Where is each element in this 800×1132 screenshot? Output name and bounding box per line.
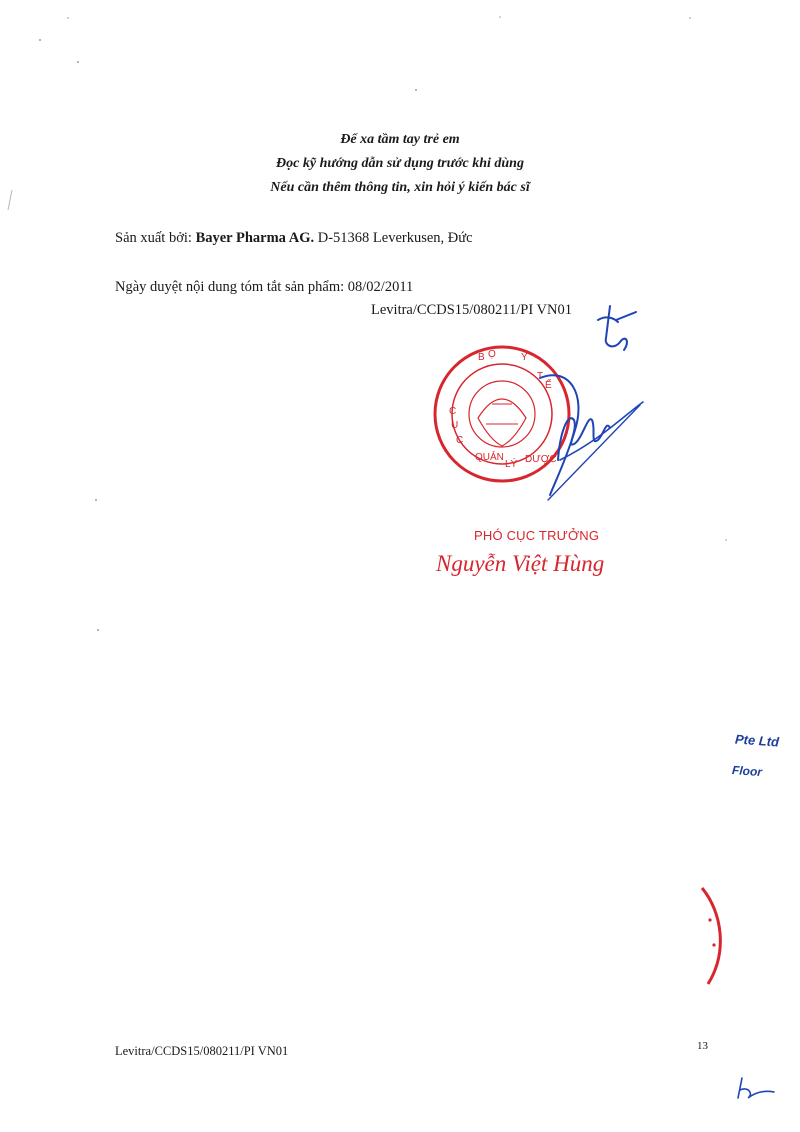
svg-text:Ụ: Ụ — [451, 420, 459, 431]
svg-text:C: C — [456, 435, 464, 446]
reference-code: Levitra/CCDS15/080211/PI VN01 — [371, 302, 572, 318]
warning-ask-doctor: Nếu cần thêm thông tin, xin hỏi ý kiến bác sĩ — [270, 180, 530, 195]
svg-text:Y: Y — [521, 352, 528, 363]
approval-date: 08/02/2011 — [347, 279, 414, 295]
partial-stamp-line1: Pte Ltd — [734, 731, 780, 750]
initials-signature — [598, 306, 636, 350]
manufacturer-label: Sản xuất bởi: — [115, 230, 196, 246]
warning-keep-away: Để xa tầm tay trẻ em — [340, 132, 460, 147]
svg-text:QUẢN: QUẢN — [475, 452, 504, 463]
svg-text:C: C — [449, 406, 457, 417]
manufacturer-address: D-51368 Leverkusen, Đức — [314, 230, 473, 246]
svg-text:B: B — [478, 352, 485, 363]
official-seal — [435, 347, 569, 481]
page-number: 13 — [697, 1040, 708, 1052]
svg-text:Ế: Ế — [545, 380, 552, 391]
footer-initials — [738, 1078, 774, 1098]
svg-text:DƯỢC: DƯỢC — [525, 454, 557, 465]
partial-stamp-line2: Floor — [731, 762, 763, 780]
svg-text:T: T — [537, 371, 544, 382]
footer-code: Levitra/CCDS15/080211/PI VN01 — [115, 1044, 289, 1058]
scan-specks — [8, 16, 727, 631]
warning-read-instructions: Đọc kỹ hướng dẫn sử dụng trước khi dùng — [276, 156, 524, 171]
approval-label: Ngày duyệt nội dung tóm tắt sản phẩm: — [115, 279, 348, 295]
svg-text:LÝ: LÝ — [505, 459, 518, 470]
svg-text:Ộ: Ộ — [488, 349, 496, 360]
stamp-title: PHÓ CỤC TRƯỞNG — [474, 528, 600, 543]
official-signature — [540, 375, 643, 500]
manufacturer-company: Bayer Pharma AG. — [195, 230, 315, 246]
partial-edge-seal — [702, 888, 720, 984]
stamp-signatory-name: Nguyễn Việt Hùng — [436, 551, 605, 576]
